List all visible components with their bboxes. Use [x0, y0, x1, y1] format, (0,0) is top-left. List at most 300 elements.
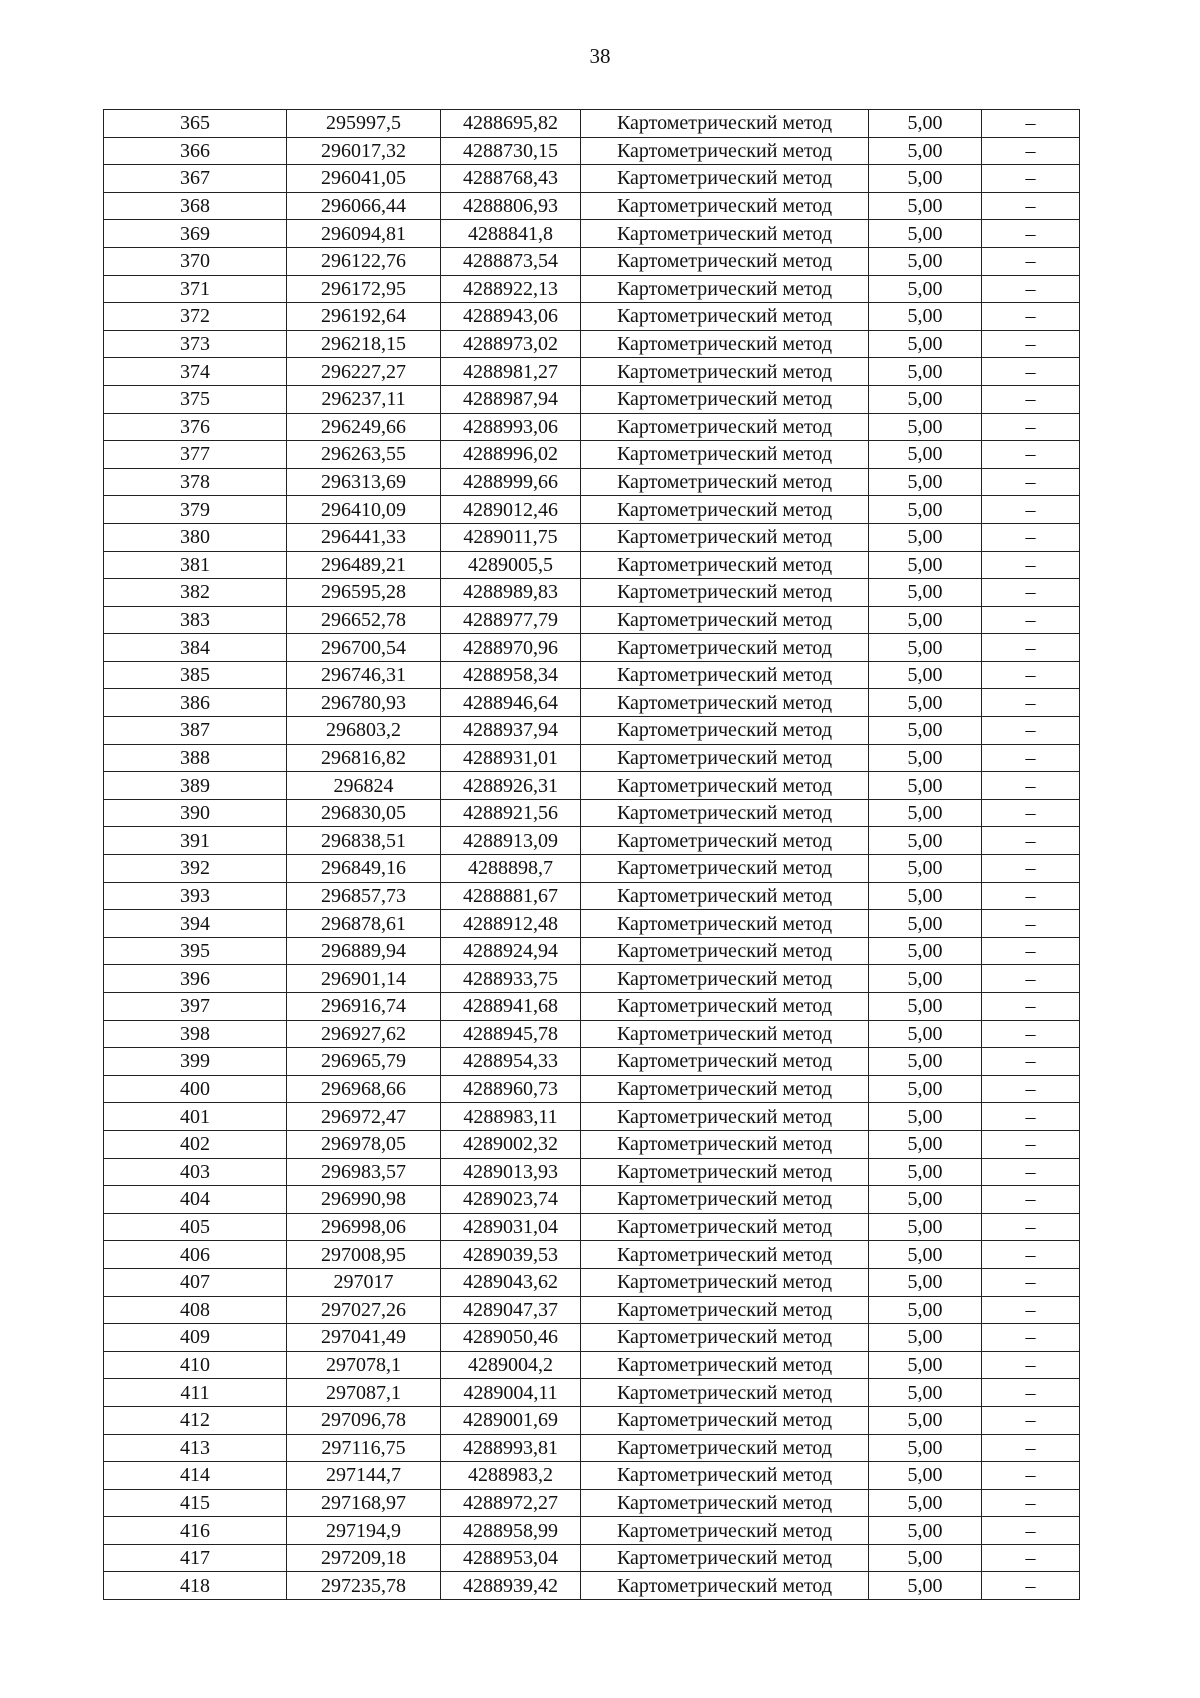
accuracy-cell: 5,00	[869, 1489, 982, 1517]
method-cell: Картометрический метод	[581, 993, 869, 1021]
accuracy-cell: 5,00	[869, 910, 982, 938]
x-coordinate-cell: 296700,54	[287, 634, 441, 662]
accuracy-cell: 5,00	[869, 937, 982, 965]
note-cell: –	[982, 1103, 1080, 1131]
note-cell: –	[982, 1462, 1080, 1490]
y-coordinate-cell: 4288939,42	[441, 1572, 581, 1600]
point-number-cell: 395	[104, 937, 287, 965]
y-coordinate-cell: 4288981,27	[441, 358, 581, 386]
y-coordinate-cell: 4288987,94	[441, 385, 581, 413]
method-cell: Картометрический метод	[581, 1213, 869, 1241]
note-cell: –	[982, 1158, 1080, 1186]
note-cell: –	[982, 385, 1080, 413]
accuracy-cell: 5,00	[869, 799, 982, 827]
accuracy-cell: 5,00	[869, 110, 982, 138]
table-row	[104, 247, 1080, 275]
x-coordinate-cell: 296410,09	[287, 496, 441, 524]
x-coordinate-cell: 296816,82	[287, 744, 441, 772]
x-coordinate-cell: 296927,62	[287, 1020, 441, 1048]
y-coordinate-cell: 4288806,93	[441, 192, 581, 220]
point-number-cell: 386	[104, 689, 287, 717]
method-cell: Картометрический метод	[581, 468, 869, 496]
note-cell: –	[982, 1130, 1080, 1158]
method-cell: Картометрический метод	[581, 1462, 869, 1490]
x-coordinate-cell: 297144,7	[287, 1462, 441, 1490]
point-number-cell: 402	[104, 1130, 287, 1158]
y-coordinate-cell: 4288999,66	[441, 468, 581, 496]
point-number-cell: 384	[104, 634, 287, 662]
point-number-cell: 410	[104, 1351, 287, 1379]
accuracy-cell: 5,00	[869, 165, 982, 193]
y-coordinate-cell: 4288913,09	[441, 827, 581, 855]
y-coordinate-cell: 4288993,06	[441, 413, 581, 441]
method-cell: Картометрический метод	[581, 1020, 869, 1048]
point-number-cell: 382	[104, 579, 287, 607]
accuracy-cell: 5,00	[869, 1268, 982, 1296]
accuracy-cell: 5,00	[869, 634, 982, 662]
point-number-cell: 411	[104, 1379, 287, 1407]
method-cell: Картометрический метод	[581, 744, 869, 772]
x-coordinate-cell: 297096,78	[287, 1406, 441, 1434]
y-coordinate-cell: 4288970,96	[441, 634, 581, 662]
method-cell: Картометрический метод	[581, 689, 869, 717]
y-coordinate-cell: 4288953,04	[441, 1544, 581, 1572]
y-coordinate-cell: 4288898,7	[441, 855, 581, 883]
y-coordinate-cell: 4288924,94	[441, 937, 581, 965]
point-number-cell: 368	[104, 192, 287, 220]
y-coordinate-cell: 4288977,79	[441, 606, 581, 634]
point-number-cell: 403	[104, 1158, 287, 1186]
point-number-cell: 398	[104, 1020, 287, 1048]
y-coordinate-cell: 4288841,8	[441, 220, 581, 248]
accuracy-cell: 5,00	[869, 1241, 982, 1269]
x-coordinate-cell: 296998,06	[287, 1213, 441, 1241]
y-coordinate-cell: 4288960,73	[441, 1075, 581, 1103]
accuracy-cell: 5,00	[869, 579, 982, 607]
accuracy-cell: 5,00	[869, 1379, 982, 1407]
table-row	[104, 744, 1080, 772]
point-number-cell: 406	[104, 1241, 287, 1269]
method-cell: Картометрический метод	[581, 441, 869, 469]
note-cell: –	[982, 606, 1080, 634]
point-number-cell: 366	[104, 137, 287, 165]
method-cell: Картометрический метод	[581, 496, 869, 524]
y-coordinate-cell: 4289012,46	[441, 496, 581, 524]
accuracy-cell: 5,00	[869, 1048, 982, 1076]
note-cell: –	[982, 827, 1080, 855]
x-coordinate-cell: 296263,55	[287, 441, 441, 469]
point-number-cell: 374	[104, 358, 287, 386]
accuracy-cell: 5,00	[869, 606, 982, 634]
y-coordinate-cell: 4289031,04	[441, 1213, 581, 1241]
note-cell: –	[982, 468, 1080, 496]
x-coordinate-cell: 296916,74	[287, 993, 441, 1021]
x-coordinate-cell: 297087,1	[287, 1379, 441, 1407]
method-cell: Картометрический метод	[581, 882, 869, 910]
coordinates-table	[103, 109, 1080, 1600]
accuracy-cell: 5,00	[869, 1186, 982, 1214]
accuracy-cell: 5,00	[869, 965, 982, 993]
x-coordinate-cell: 297209,18	[287, 1544, 441, 1572]
point-number-cell: 412	[104, 1406, 287, 1434]
note-cell: –	[982, 110, 1080, 138]
method-cell: Картометрический метод	[581, 1130, 869, 1158]
table-row	[104, 551, 1080, 579]
method-cell: Картометрический метод	[581, 358, 869, 386]
accuracy-cell: 5,00	[869, 303, 982, 331]
method-cell: Картометрический метод	[581, 772, 869, 800]
method-cell: Картометрический метод	[581, 799, 869, 827]
table-row	[104, 275, 1080, 303]
note-cell: –	[982, 882, 1080, 910]
accuracy-cell: 5,00	[869, 1296, 982, 1324]
method-cell: Картометрический метод	[581, 413, 869, 441]
y-coordinate-cell: 4288958,34	[441, 661, 581, 689]
note-cell: –	[982, 1241, 1080, 1269]
y-coordinate-cell: 4289002,32	[441, 1130, 581, 1158]
table-row	[104, 1572, 1080, 1600]
note-cell: –	[982, 1324, 1080, 1352]
x-coordinate-cell: 296849,16	[287, 855, 441, 883]
table-row	[104, 579, 1080, 607]
note-cell: –	[982, 634, 1080, 662]
point-number-cell: 401	[104, 1103, 287, 1131]
table-row	[104, 799, 1080, 827]
table-row	[104, 1296, 1080, 1324]
y-coordinate-cell: 4288937,94	[441, 717, 581, 745]
accuracy-cell: 5,00	[869, 1158, 982, 1186]
x-coordinate-cell: 296192,64	[287, 303, 441, 331]
accuracy-cell: 5,00	[869, 1406, 982, 1434]
method-cell: Картометрический метод	[581, 1406, 869, 1434]
note-cell: –	[982, 496, 1080, 524]
method-cell: Картометрический метод	[581, 192, 869, 220]
method-cell: Картометрический метод	[581, 137, 869, 165]
method-cell: Картометрический метод	[581, 579, 869, 607]
x-coordinate-cell: 296978,05	[287, 1130, 441, 1158]
note-cell: –	[982, 744, 1080, 772]
y-coordinate-cell: 4288943,06	[441, 303, 581, 331]
x-coordinate-cell: 296968,66	[287, 1075, 441, 1103]
method-cell: Картометрический метод	[581, 827, 869, 855]
note-cell: –	[982, 1351, 1080, 1379]
note-cell: –	[982, 579, 1080, 607]
note-cell: –	[982, 137, 1080, 165]
accuracy-cell: 5,00	[869, 1544, 982, 1572]
y-coordinate-cell: 4288983,2	[441, 1462, 581, 1490]
method-cell: Картометрический метод	[581, 275, 869, 303]
table-row	[104, 1434, 1080, 1462]
table-row	[104, 110, 1080, 138]
point-number-cell: 381	[104, 551, 287, 579]
y-coordinate-cell: 4288989,83	[441, 579, 581, 607]
y-coordinate-cell: 4288873,54	[441, 247, 581, 275]
table-row	[104, 385, 1080, 413]
method-cell: Картометрический метод	[581, 165, 869, 193]
table-row	[104, 827, 1080, 855]
x-coordinate-cell: 296237,11	[287, 385, 441, 413]
note-cell: –	[982, 247, 1080, 275]
accuracy-cell: 5,00	[869, 137, 982, 165]
accuracy-cell: 5,00	[869, 1075, 982, 1103]
x-coordinate-cell: 296441,33	[287, 523, 441, 551]
table-row	[104, 1075, 1080, 1103]
y-coordinate-cell: 4288945,78	[441, 1020, 581, 1048]
y-coordinate-cell: 4288933,75	[441, 965, 581, 993]
point-number-cell: 413	[104, 1434, 287, 1462]
y-coordinate-cell: 4288954,33	[441, 1048, 581, 1076]
point-number-cell: 390	[104, 799, 287, 827]
point-number-cell: 372	[104, 303, 287, 331]
point-number-cell: 379	[104, 496, 287, 524]
accuracy-cell: 5,00	[869, 689, 982, 717]
y-coordinate-cell: 4288768,43	[441, 165, 581, 193]
note-cell: –	[982, 1296, 1080, 1324]
point-number-cell: 404	[104, 1186, 287, 1214]
table-row	[104, 910, 1080, 938]
accuracy-cell: 5,00	[869, 385, 982, 413]
table-row	[104, 1241, 1080, 1269]
point-number-cell: 391	[104, 827, 287, 855]
x-coordinate-cell: 296489,21	[287, 551, 441, 579]
note-cell: –	[982, 1075, 1080, 1103]
point-number-cell: 383	[104, 606, 287, 634]
x-coordinate-cell: 296041,05	[287, 165, 441, 193]
method-cell: Картометрический метод	[581, 303, 869, 331]
accuracy-cell: 5,00	[869, 1572, 982, 1600]
accuracy-cell: 5,00	[869, 496, 982, 524]
y-coordinate-cell: 4288926,31	[441, 772, 581, 800]
y-coordinate-cell: 4288946,64	[441, 689, 581, 717]
accuracy-cell: 5,00	[869, 1517, 982, 1545]
note-cell: –	[982, 1186, 1080, 1214]
table-row	[104, 717, 1080, 745]
y-coordinate-cell: 4289050,46	[441, 1324, 581, 1352]
method-cell: Картометрический метод	[581, 606, 869, 634]
point-number-cell: 394	[104, 910, 287, 938]
table-row	[104, 137, 1080, 165]
y-coordinate-cell: 4289039,53	[441, 1241, 581, 1269]
method-cell: Картометрический метод	[581, 1379, 869, 1407]
table-row	[104, 358, 1080, 386]
table-row	[104, 937, 1080, 965]
accuracy-cell: 5,00	[869, 330, 982, 358]
y-coordinate-cell: 4288996,02	[441, 441, 581, 469]
accuracy-cell: 5,00	[869, 855, 982, 883]
y-coordinate-cell: 4288993,81	[441, 1434, 581, 1462]
point-number-cell: 397	[104, 993, 287, 1021]
x-coordinate-cell: 296972,47	[287, 1103, 441, 1131]
method-cell: Картометрический метод	[581, 1186, 869, 1214]
method-cell: Картометрический метод	[581, 855, 869, 883]
note-cell: –	[982, 1048, 1080, 1076]
method-cell: Картометрический метод	[581, 220, 869, 248]
y-coordinate-cell: 4289004,11	[441, 1379, 581, 1407]
table-row	[104, 330, 1080, 358]
x-coordinate-cell: 297027,26	[287, 1296, 441, 1324]
note-cell: –	[982, 937, 1080, 965]
table-row	[104, 606, 1080, 634]
method-cell: Картометрический метод	[581, 1075, 869, 1103]
x-coordinate-cell: 297078,1	[287, 1351, 441, 1379]
x-coordinate-cell: 296746,31	[287, 661, 441, 689]
x-coordinate-cell: 297017	[287, 1268, 441, 1296]
method-cell: Картометрический метод	[581, 1489, 869, 1517]
y-coordinate-cell: 4288730,15	[441, 137, 581, 165]
table-row	[104, 1544, 1080, 1572]
note-cell: –	[982, 551, 1080, 579]
point-number-cell: 408	[104, 1296, 287, 1324]
table-row	[104, 882, 1080, 910]
y-coordinate-cell: 4288983,11	[441, 1103, 581, 1131]
x-coordinate-cell: 296017,32	[287, 137, 441, 165]
note-cell: –	[982, 220, 1080, 248]
point-number-cell: 393	[104, 882, 287, 910]
x-coordinate-cell: 296878,61	[287, 910, 441, 938]
table-row	[104, 1130, 1080, 1158]
table-row	[104, 1351, 1080, 1379]
method-cell: Картометрический метод	[581, 1324, 869, 1352]
point-number-cell: 407	[104, 1268, 287, 1296]
table-row	[104, 1048, 1080, 1076]
table-row	[104, 1489, 1080, 1517]
method-cell: Картометрический метод	[581, 523, 869, 551]
table-row	[104, 1324, 1080, 1352]
x-coordinate-cell: 297235,78	[287, 1572, 441, 1600]
accuracy-cell: 5,00	[869, 1213, 982, 1241]
x-coordinate-cell: 297168,97	[287, 1489, 441, 1517]
table-row	[104, 192, 1080, 220]
x-coordinate-cell: 296889,94	[287, 937, 441, 965]
table-row	[104, 468, 1080, 496]
method-cell: Картометрический метод	[581, 1103, 869, 1131]
method-cell: Картометрический метод	[581, 1268, 869, 1296]
x-coordinate-cell: 296838,51	[287, 827, 441, 855]
accuracy-cell: 5,00	[869, 1351, 982, 1379]
note-cell: –	[982, 993, 1080, 1021]
note-cell: –	[982, 275, 1080, 303]
accuracy-cell: 5,00	[869, 772, 982, 800]
method-cell: Картометрический метод	[581, 1351, 869, 1379]
accuracy-cell: 5,00	[869, 247, 982, 275]
point-number-cell: 371	[104, 275, 287, 303]
y-coordinate-cell: 4289004,2	[441, 1351, 581, 1379]
point-number-cell: 417	[104, 1544, 287, 1572]
point-number-cell: 416	[104, 1517, 287, 1545]
x-coordinate-cell: 296857,73	[287, 882, 441, 910]
table-row	[104, 634, 1080, 662]
x-coordinate-cell: 296803,2	[287, 717, 441, 745]
method-cell: Картометрический метод	[581, 247, 869, 275]
x-coordinate-cell: 296094,81	[287, 220, 441, 248]
table-row	[104, 523, 1080, 551]
table-row	[104, 165, 1080, 193]
note-cell: –	[982, 1572, 1080, 1600]
accuracy-cell: 5,00	[869, 1434, 982, 1462]
point-number-cell: 373	[104, 330, 287, 358]
point-number-cell: 399	[104, 1048, 287, 1076]
x-coordinate-cell: 296122,76	[287, 247, 441, 275]
table-row	[104, 965, 1080, 993]
method-cell: Картометрический метод	[581, 1296, 869, 1324]
note-cell: –	[982, 1517, 1080, 1545]
table-row	[104, 1268, 1080, 1296]
point-number-cell: 414	[104, 1462, 287, 1490]
accuracy-cell: 5,00	[869, 882, 982, 910]
note-cell: –	[982, 441, 1080, 469]
y-coordinate-cell: 4288931,01	[441, 744, 581, 772]
point-number-cell: 375	[104, 385, 287, 413]
x-coordinate-cell: 297116,75	[287, 1434, 441, 1462]
note-cell: –	[982, 1544, 1080, 1572]
accuracy-cell: 5,00	[869, 523, 982, 551]
point-number-cell: 387	[104, 717, 287, 745]
y-coordinate-cell: 4289011,75	[441, 523, 581, 551]
method-cell: Картометрический метод	[581, 965, 869, 993]
table-row	[104, 1186, 1080, 1214]
note-cell: –	[982, 855, 1080, 883]
accuracy-cell: 5,00	[869, 551, 982, 579]
note-cell: –	[982, 772, 1080, 800]
x-coordinate-cell: 296066,44	[287, 192, 441, 220]
point-number-cell: 370	[104, 247, 287, 275]
table-row	[104, 1213, 1080, 1241]
point-number-cell: 385	[104, 661, 287, 689]
method-cell: Картометрический метод	[581, 937, 869, 965]
y-coordinate-cell: 4289047,37	[441, 1296, 581, 1324]
note-cell: –	[982, 1379, 1080, 1407]
x-coordinate-cell: 296983,57	[287, 1158, 441, 1186]
point-number-cell: 418	[104, 1572, 287, 1600]
point-number-cell: 369	[104, 220, 287, 248]
method-cell: Картометрический метод	[581, 1048, 869, 1076]
method-cell: Картометрический метод	[581, 1517, 869, 1545]
y-coordinate-cell: 4288695,82	[441, 110, 581, 138]
table-row	[104, 441, 1080, 469]
y-coordinate-cell: 4289023,74	[441, 1186, 581, 1214]
x-coordinate-cell: 297041,49	[287, 1324, 441, 1352]
x-coordinate-cell: 296824	[287, 772, 441, 800]
note-cell: –	[982, 358, 1080, 386]
table-row	[104, 772, 1080, 800]
method-cell: Картометрический метод	[581, 1241, 869, 1269]
y-coordinate-cell: 4288912,48	[441, 910, 581, 938]
x-coordinate-cell: 296901,14	[287, 965, 441, 993]
method-cell: Картометрический метод	[581, 717, 869, 745]
note-cell: –	[982, 661, 1080, 689]
table-row	[104, 1020, 1080, 1048]
accuracy-cell: 5,00	[869, 358, 982, 386]
y-coordinate-cell: 4288941,68	[441, 993, 581, 1021]
point-number-cell: 389	[104, 772, 287, 800]
note-cell: –	[982, 523, 1080, 551]
y-coordinate-cell: 4288921,56	[441, 799, 581, 827]
table-row	[104, 855, 1080, 883]
x-coordinate-cell: 297194,9	[287, 1517, 441, 1545]
point-number-cell: 378	[104, 468, 287, 496]
accuracy-cell: 5,00	[869, 1130, 982, 1158]
accuracy-cell: 5,00	[869, 1462, 982, 1490]
method-cell: Картометрический метод	[581, 1158, 869, 1186]
note-cell: –	[982, 413, 1080, 441]
table-row	[104, 661, 1080, 689]
x-coordinate-cell: 296780,93	[287, 689, 441, 717]
note-cell: –	[982, 1406, 1080, 1434]
note-cell: –	[982, 165, 1080, 193]
x-coordinate-cell: 296218,15	[287, 330, 441, 358]
note-cell: –	[982, 1268, 1080, 1296]
table-body	[104, 110, 1080, 1600]
